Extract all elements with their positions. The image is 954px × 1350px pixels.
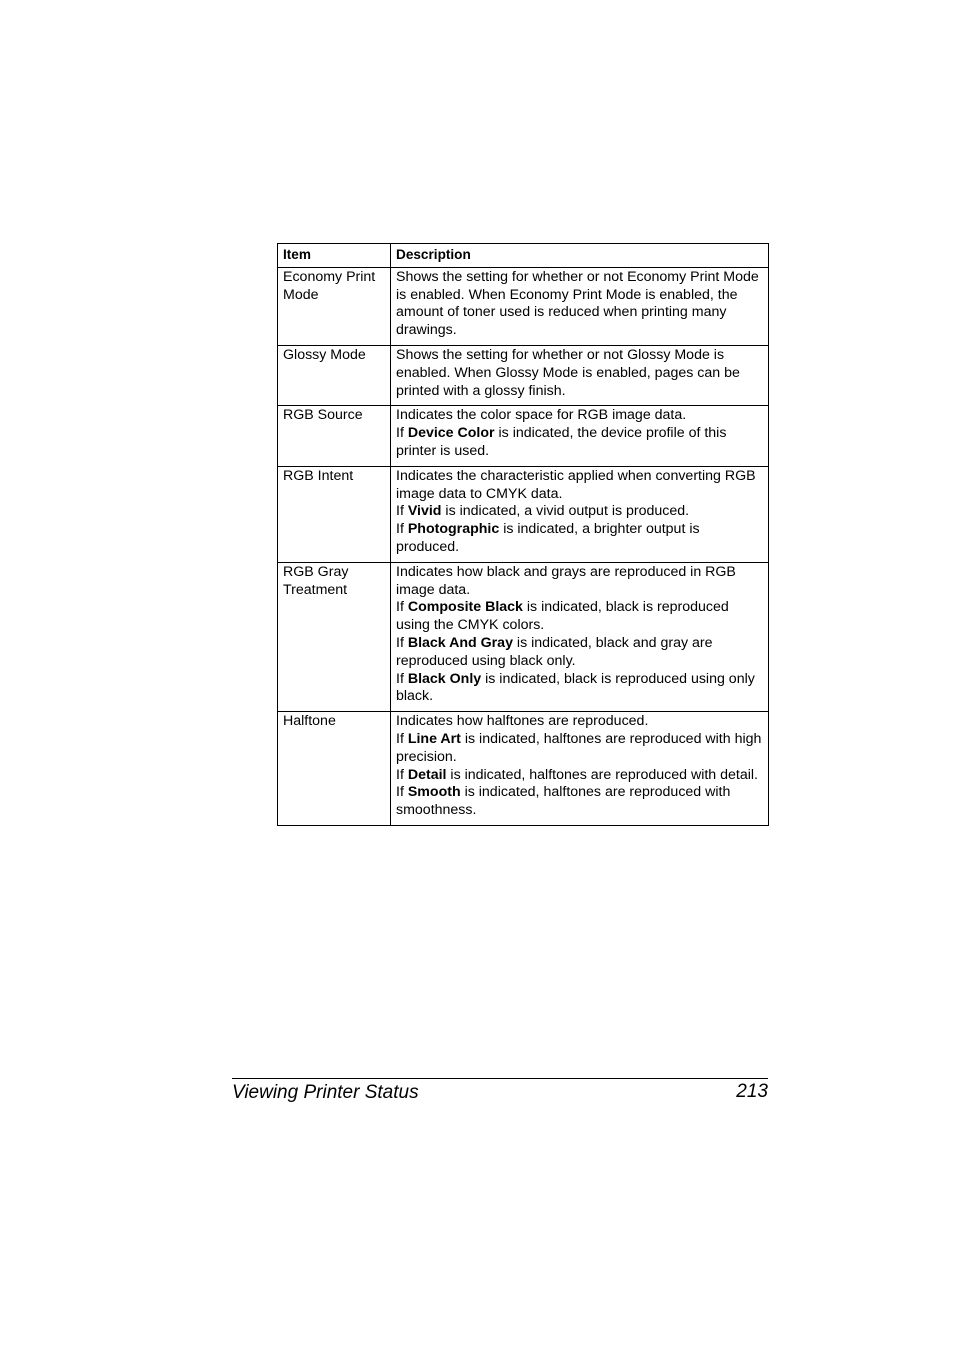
table-row <box>278 267 769 345</box>
description-text: If <box>396 766 408 783</box>
footer-section-title: Viewing Printer Status <box>232 1082 419 1103</box>
option-name: Detail <box>407 766 447 783</box>
description-text: If <box>396 730 408 747</box>
description-text: is indicated, halftones are reproduced with high precision. <box>396 730 762 765</box>
option-name: Black Only <box>407 670 482 687</box>
description-text: Indicates how black and grays are reproduced in RGB image data. <box>396 563 736 598</box>
item-cell: RGB Source <box>278 406 391 466</box>
footer-page-number: 213 <box>736 1081 768 1102</box>
description-line <box>396 269 766 340</box>
option-name: Smooth <box>407 784 461 801</box>
option-name: Device Color <box>407 425 495 442</box>
option-name: Composite Black <box>407 599 523 616</box>
description-line <box>396 347 766 400</box>
table-row <box>278 466 769 562</box>
description-text: If <box>396 425 408 442</box>
description-line <box>396 599 766 635</box>
description-text: is indicated, a brighter output is produced. <box>396 521 700 555</box>
description-cell <box>391 466 769 562</box>
settings-table <box>277 243 769 826</box>
column-header-description: Description <box>391 244 769 268</box>
description-line <box>396 671 766 707</box>
item-cell: Economy Print Mode <box>278 267 391 345</box>
description-text: is indicated, the device profile of this printer is used. <box>396 425 727 459</box>
table-row <box>278 712 769 826</box>
description-line <box>396 784 766 820</box>
description-text: Indicates the characteristic applied when converting RGB image data to CMYK data. <box>396 467 756 502</box>
description-cell <box>391 562 769 711</box>
description-text: Shows the setting for whether or not Glossy Mode is enabled. When Glossy Mode is enabled, pages can be printed with a glossy finish. <box>396 346 740 399</box>
table-row <box>278 345 769 405</box>
table-header <box>278 244 769 268</box>
description-line <box>396 767 766 785</box>
table-row <box>278 406 769 466</box>
table-header-row <box>278 244 769 268</box>
description-text: If <box>396 503 408 520</box>
option-name: Photographic <box>407 521 500 538</box>
description-cell <box>391 267 769 345</box>
description-text: If <box>396 521 408 538</box>
description-text: is indicated, a vivid output is produced. <box>441 503 690 520</box>
column-header-item: Item <box>278 244 391 268</box>
description-text: If <box>396 634 408 651</box>
description-text: If <box>396 784 408 801</box>
description-text: Indicates the color space for RGB image data. <box>396 407 687 424</box>
description-line <box>396 635 766 671</box>
description-text: If <box>396 670 408 687</box>
item-cell: Halftone <box>278 712 391 826</box>
item-cell: RGB Intent <box>278 466 391 562</box>
description-cell <box>391 345 769 405</box>
table-body <box>278 267 769 825</box>
description-text: Shows the setting for whether or not Economy Print Mode is enabled. When Economy Print Mode is enabled, the amount of toner used is reduced when printing many drawings. <box>396 268 759 339</box>
table-row <box>278 562 769 711</box>
item-cell: Glossy Mode <box>278 345 391 405</box>
description-cell <box>391 712 769 826</box>
footer-rule <box>232 1078 768 1079</box>
description-text: is indicated, halftones are reproduced with smoothness. <box>396 784 731 819</box>
description-cell <box>391 406 769 466</box>
description-text: is indicated, black is reproduced using the CMYK colors. <box>396 599 729 634</box>
description-line <box>396 521 766 557</box>
description-line <box>396 425 766 461</box>
description-line <box>396 503 766 521</box>
description-text: is indicated, black is reproduced using only black. <box>396 670 755 705</box>
option-name: Black And Gray <box>407 634 513 651</box>
description-line <box>396 564 766 600</box>
description-text: Indicates how halftones are reproduced. <box>396 713 649 730</box>
description-text: If <box>396 599 408 616</box>
description-line <box>396 731 766 767</box>
description-line <box>396 468 766 504</box>
description-text: is indicated, black and gray are reproduced using black only. <box>396 634 713 669</box>
description-line <box>396 713 766 731</box>
option-name: Line Art <box>407 730 461 747</box>
item-cell: RGB Gray Treatment <box>278 562 391 711</box>
description-line <box>396 407 766 425</box>
option-name: Vivid <box>407 503 442 520</box>
description-text: is indicated, halftones are reproduced with detail. <box>446 766 758 783</box>
